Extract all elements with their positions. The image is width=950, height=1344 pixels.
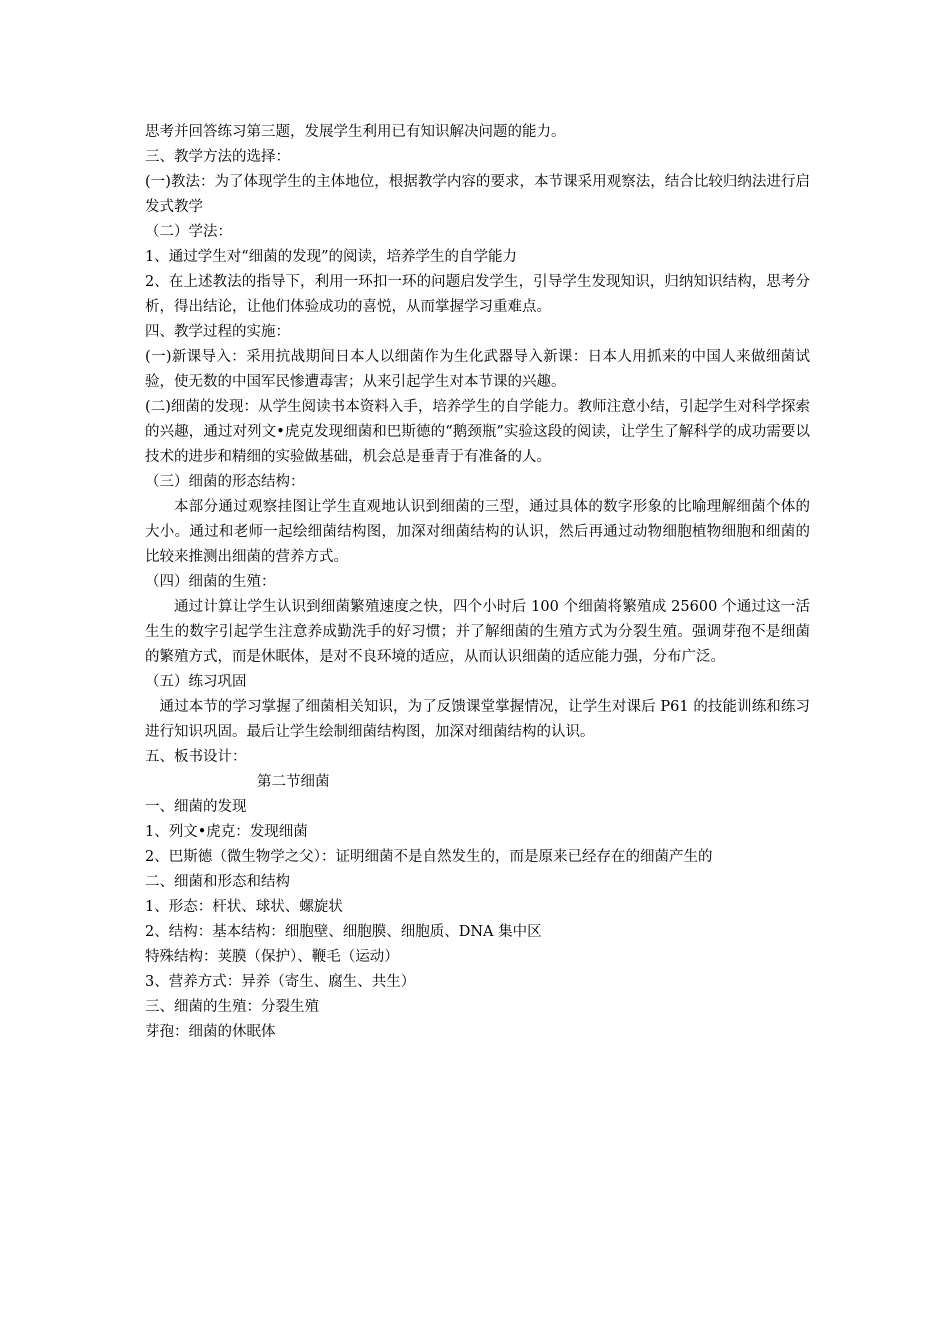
board-line: 三、细菌的生殖：分裂生殖: [145, 999, 319, 1015]
board-line: 特殊结构：荚膜（保护）、鞭毛（运动）: [145, 949, 399, 965]
list-item-guidance: 2、在上述教法的指导下，利用一环扣一环的问题启发学生，引导学生发现知识，归纳知识结构，思考分析，得出结论，让他们体验成功的喜悦，从而掌握学习重难点。: [145, 274, 810, 315]
paragraph-discovery: (二)细菌的发现：从学生阅读书本资料入手，培养学生的自学能力。教师注意小结，引起学生对科学探索的兴趣，通过对列文•虎克发现细菌和巴斯德的“鹅颈瓶”实验这段的阅读，让学生了解科学的成功需要以技术的进步和精细的实验做基础，机会总是垂青于有准备的人。: [145, 399, 810, 465]
board-line: 1、形态：杆状、球状、螺旋状: [145, 899, 343, 915]
board-line: 1、列文•虎克：发现细菌: [145, 824, 308, 840]
board-line: 二、细菌和形态和结构: [145, 874, 290, 890]
paragraph-introduction: (一)新课导入：采用抗战期间日本人以细菌作为生化武器导入新课：日本人用抓来的中国人来做细菌试验，使无数的中国军民惨遭毒害；从来引起学生对本节课的兴趣。: [145, 349, 810, 390]
board-line: 2、结构：基本结构：细胞壁、细胞膜、细胞质、DNA 集中区: [145, 924, 542, 940]
heading-practice: （五）练习巩固: [145, 674, 247, 690]
board-line: 2、巴斯德（微生物学之父）：证明细菌不是自然发生的，而是原来已经存在的细菌产生的: [145, 849, 713, 865]
heading-teaching-process: 四、教学过程的实施：: [145, 324, 290, 340]
paragraph-teaching-approach: (一)教法：为了体现学生的主体地位，根据教学内容的要求，本节课采用观察法，结合比较归纳法进行启发式教学: [145, 174, 810, 215]
paragraph-reproduction: 通过计算让学生认识到细菌繁殖速度之快，四个小时后 100 个细菌将繁殖成 25600 个通过这一活生生的数字引起学生注意养成勤洗手的好习惯；并了解细菌的生殖方式为分裂生殖。强调芽孢不是细菌的繁殖方式，而是休眠体，是对不良环境的适应，从而认识细菌的适应能力强，分布广泛。: [145, 599, 810, 665]
board-title: 第二节细菌: [257, 774, 330, 790]
list-item-reading: 1、通过学生对“细菌的发现”的阅读，培养学生的自学能力: [145, 249, 518, 265]
document-page: [145, 120, 810, 1045]
paragraph-morphology: 本部分通过观察挂图让学生直观地认识到细菌的三型，通过具体的数字形象的比喻理解细菌个体的大小。通过和老师一起绘细菌结构图，加深对细菌结构的认识，然后再通过动物细胞植物细胞和细菌的比较来推测出细菌的营养方式。: [145, 499, 810, 565]
heading-teaching-methods: 三、教学方法的选择：: [145, 149, 290, 165]
heading-morphology: （三）细菌的形态结构：: [145, 474, 305, 490]
board-line: 芽孢：细菌的休眠体: [145, 1024, 276, 1040]
board-line: 一、细菌的发现: [145, 799, 247, 815]
heading-reproduction: （四）细菌的生殖：: [145, 574, 276, 590]
heading-board-design: 五、板书设计：: [145, 749, 247, 765]
paragraph-practice: 通过本节的学习掌握了细菌相关知识，为了反馈课堂掌握情况，让学生对课后 P61 的技能训练和练习进行知识巩固。最后让学生绘制细菌结构图，加深对细菌结构的认识。: [145, 699, 810, 740]
paragraph-conclusion: 思考并回答练习第三题，发展学生利用已有知识解决问题的能力。: [145, 124, 566, 140]
heading-learning-methods: （二）学法：: [145, 224, 232, 240]
board-line: 3、营养方式：异养（寄生、腐生、共生）: [145, 974, 416, 990]
